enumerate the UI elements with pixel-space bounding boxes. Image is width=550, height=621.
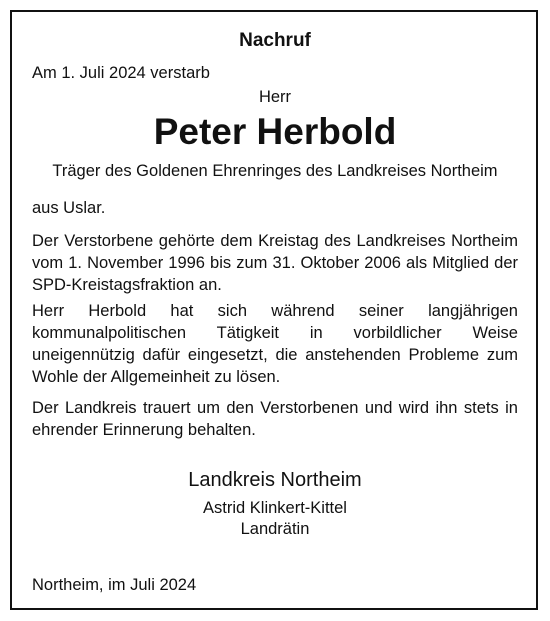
honor-line: Träger des Goldenen Ehrenringes des Landkreises Northeim [52,162,498,180]
paragraph-merit: Herr Herbold hat sich während seiner langjährigen kommunalpolitischen Tätigkeit in vorbildlicher Weise uneigennützig dafür eingesetzt, die anstehenden Probleme zum Wohle der Allgemeinheit zu lösen. [32,302,518,386]
signatory-title: Landrätin [240,520,310,538]
signatory-name: Astrid Klinkert-Kittel [203,499,347,517]
notice-heading: Nachruf [239,30,311,51]
origin-line: aus Uslar. [32,199,106,217]
deceased-name: Peter Herbold [153,111,397,152]
paragraph-mourning: Der Landkreis trauert um den Verstorbenen und wird ihn stets in ehrender Erinnerung behalten. [32,399,518,439]
paragraph-career: Der Verstorbene gehörte dem Kreistag des Landkreises Northeim vom 1. November 1996 bis zum 31. Oktober 2006 als Mitglied der SPD-Kreistagsfraktion an. [32,232,518,294]
death-date-line: Am 1. Juli 2024 verstarb [32,64,210,82]
place-date-line: Northeim, im Juli 2024 [32,576,197,594]
organization-name: Landkreis Northeim [188,469,362,491]
salutation: Herr [258,88,292,106]
